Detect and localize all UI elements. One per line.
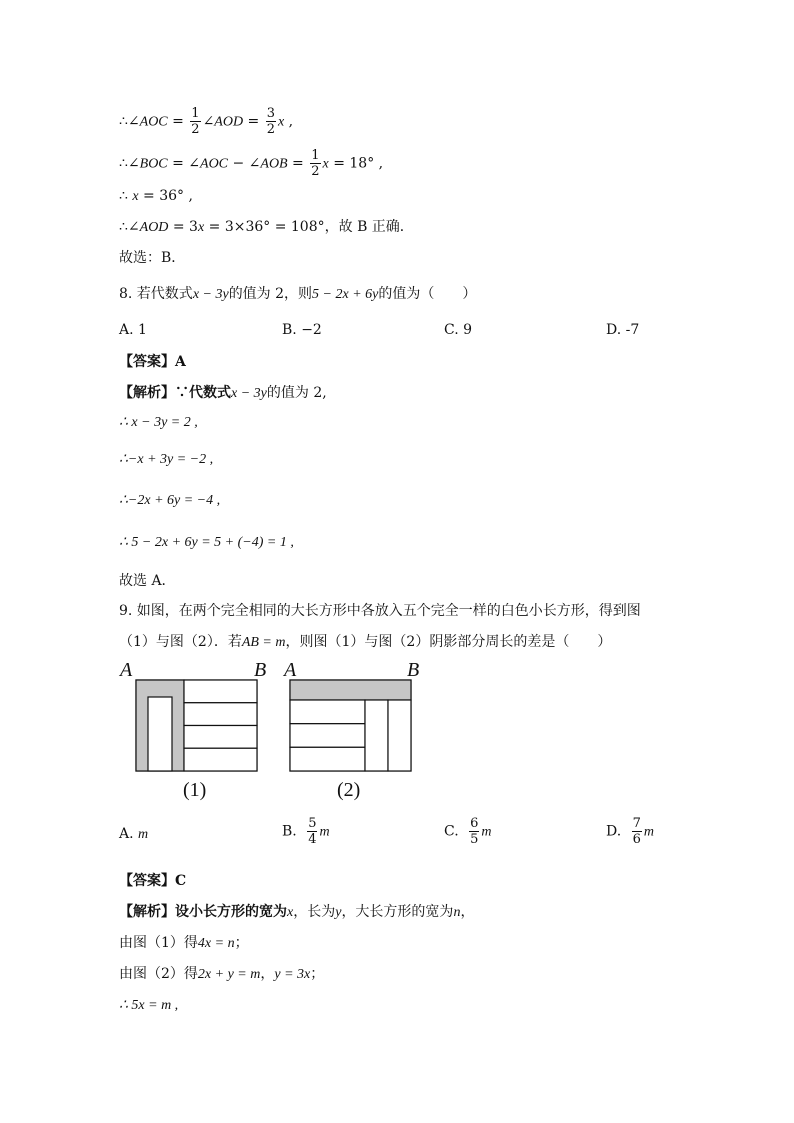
q9-stem-line-2: （1）与图（2）．若AB = m，则图（1）与图（2）阴影部分周长的差是（ ）	[119, 634, 612, 650]
fig2-small-rect-2	[290, 724, 365, 748]
fig2-caption: (2)	[337, 779, 361, 801]
q8-step-1: ∴ x − 3y = 2 ,	[119, 415, 198, 430]
q9-stem-line-1: 9. 如图，在两个完全相同的大长方形中各放入五个完全一样的白色小长方形，得到图	[119, 603, 641, 619]
fig1-vertical-small-rect	[148, 697, 172, 771]
fig1-label-b: B	[254, 659, 267, 681]
prev-line-1: ∴∠AOC = $\frac{1}{2}$ ∠AOD = $\frac{3}{2}$ x ,	[119, 106, 294, 137]
q9-option-a: A. m	[119, 826, 149, 842]
fig2-small-rect-5	[388, 700, 411, 771]
q8-option-a: A. 1	[119, 322, 147, 338]
q8-answer: 【答案】A	[119, 354, 186, 370]
q8-stem: 8. 若代数式x − 3y的值为 2，则5 − 2x + 6y的值为（ ）	[119, 286, 477, 302]
fig2-label-b: B	[407, 659, 420, 681]
q8-analysis-head: 【解析】∵代数式x − 3y的值为 2,	[119, 385, 327, 401]
fig2-small-rect-1	[290, 700, 365, 724]
fig2-label-a: A	[284, 659, 297, 681]
fig1-small-rect-4	[184, 748, 257, 771]
fig1-small-rect-3	[184, 726, 257, 749]
q8-option-c: C. 9	[444, 322, 473, 338]
prev-line-4: ∴∠AOD = 3x = 3×36° = 108°，故 B 正确．	[119, 219, 414, 235]
q9-analysis-line-4: ∴ 5x = m ,	[119, 998, 179, 1013]
fig1-small-rect-1	[184, 680, 257, 703]
q9-analysis-line-2: 由图（1）得4x = n；	[119, 935, 249, 951]
q8-step-4: ∴ 5 − 2x + 6y = 5 + (−4) = 1 ,	[119, 535, 294, 550]
q9-analysis-line-1: 【解析】设小长方形的宽为x，长为y，大长方形的宽为n，	[119, 904, 475, 920]
q9-option-c: C. $\frac{6}{5}$ m	[444, 816, 492, 847]
fig2-shaded-region	[290, 680, 411, 700]
q9-analysis-line-3: 由图（2）得2x + y = m，y = 3x；	[119, 966, 325, 982]
prev-line-3: ∴ x = 36° ,	[119, 188, 193, 204]
q8-step-3: ∴−2x + 6y = −4 ,	[119, 493, 221, 508]
fig2-small-rect-4	[365, 700, 388, 771]
fig1-label-a: A	[120, 659, 133, 681]
q9-answer: 【答案】C	[119, 873, 187, 889]
prev-conclusion: 故选：B．	[119, 250, 186, 266]
q9-figure	[115, 655, 435, 805]
q9-option-b: B. $\frac{5}{4}$ m	[282, 816, 330, 847]
fig2-small-rect-3	[290, 747, 365, 771]
prev-line-2: ∴∠BOC = ∠AOC − ∠AOB = $\frac{1}{2}$ x = 18° ,	[119, 148, 384, 179]
figure-2	[282, 659, 419, 801]
q8-option-b: B. −2	[282, 322, 322, 338]
fig1-caption: (1)	[183, 779, 207, 801]
figure-1	[118, 659, 266, 801]
q8-option-d: D. -7	[606, 322, 640, 338]
fig1-small-rect-2	[184, 703, 257, 726]
q8-conclusion: 故选 A．	[119, 573, 176, 589]
q9-option-d: D. $\frac{7}{6}$ m	[606, 816, 655, 847]
q8-step-2: ∴−x + 3y = −2 ,	[119, 452, 214, 467]
